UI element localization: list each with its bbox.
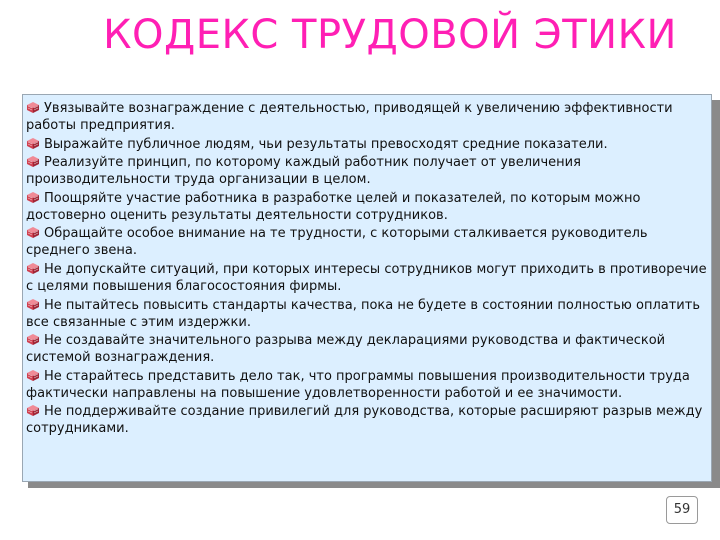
- list-item-text: Выражайте публичное людям, чьи результаты превосходят средние показатели.: [44, 136, 608, 152]
- list-item-text: Обращайте особое внимание на те трудности, с которыми сталкивается руководитель среднего звена.: [26, 226, 648, 259]
- list-item-text: Не поддерживайте создание привилегий для руководства, которые расширяют разрыв между сотрудниками.: [26, 404, 703, 437]
- list-item: [26, 190, 712, 224]
- ethics-list: [26, 100, 712, 439]
- red-cube-bullet-icon: [26, 101, 40, 114]
- list-item: [26, 136, 712, 153]
- list-item: [26, 297, 712, 331]
- red-cube-bullet-icon: [26, 226, 40, 239]
- red-cube-bullet-icon: [26, 191, 40, 204]
- red-cube-bullet-icon: [26, 298, 40, 311]
- list-item: [26, 332, 712, 366]
- list-item: [26, 100, 712, 134]
- list-item-text: Поощряйте участие работника в разработке целей и показателей, по которым можно достоверно оценить результаты деятельности сотрудников.: [26, 190, 641, 223]
- list-item-text: Не допускайте ситуаций, при которых интересы сотрудников могут приходить в противоречие с целями повышения благосостояния фирмы.: [26, 261, 707, 294]
- list-item: [26, 368, 712, 402]
- list-item-text: Не старайтесь представить дело так, что программы повышения производительности труда фактически направлены на повышение удовлетворенности работой и ее значимости.: [26, 368, 690, 401]
- page-number: 59: [666, 496, 698, 524]
- list-item-text: Не пытайтесь повысить стандарты качества, пока не будете в состоянии полностью оплатить все связанные с этим издержки.: [26, 297, 700, 330]
- red-cube-bullet-icon: [26, 404, 40, 417]
- red-cube-bullet-icon: [26, 155, 40, 168]
- list-item-text: Не создавайте значительного разрыва между декларациями руководства и фактической системой вознаграждения.: [26, 333, 666, 366]
- list-item: [26, 403, 712, 437]
- list-item: [26, 154, 712, 188]
- red-cube-bullet-icon: [26, 369, 40, 382]
- red-cube-bullet-icon: [26, 262, 40, 275]
- list-item-text: Увязывайте вознаграждение с деятельностью, приводящей к увеличению эффективности работы предприятия.: [26, 101, 673, 133]
- red-cube-bullet-icon: [26, 333, 40, 346]
- list-item: [26, 261, 712, 295]
- list-item: [26, 225, 712, 259]
- list-item-text: Реализуйте принцип, по которому каждый работник получает от увеличения производительности труда организации в целом.: [26, 155, 581, 188]
- slide-title: КОДЕКС ТРУДОВОЙ ЭТИКИ: [103, 12, 677, 58]
- red-cube-bullet-icon: [26, 137, 40, 150]
